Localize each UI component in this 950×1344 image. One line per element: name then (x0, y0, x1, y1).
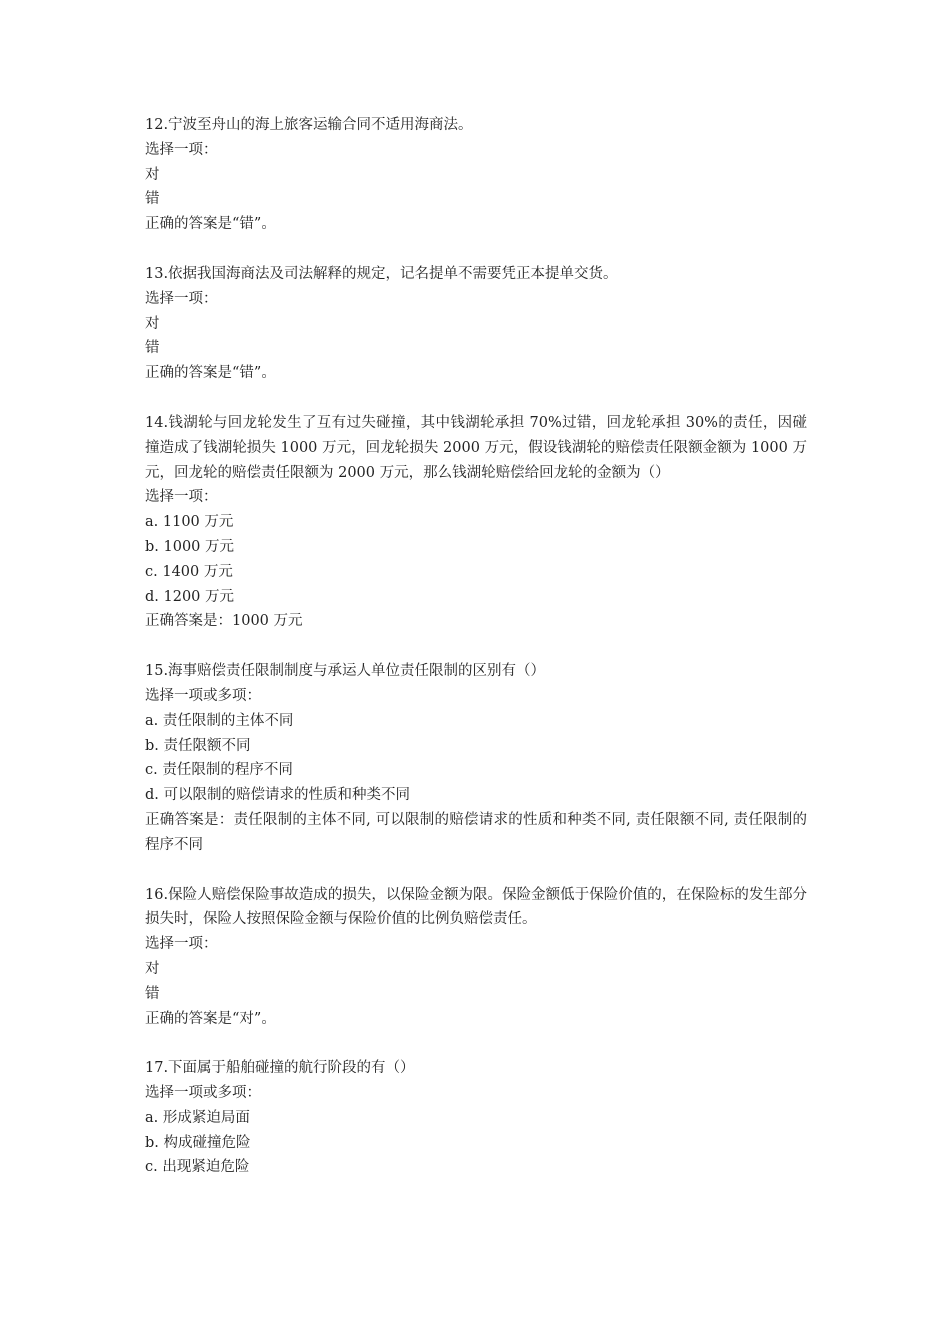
option-item: a. 责任限制的主体不同 (145, 712, 294, 729)
option-item: a. 1100 万元 (145, 514, 234, 531)
question-text: 15.海事赔偿责任限制制度与承运人单位责任限制的区别有（） (145, 663, 546, 680)
question-prompt: 选择一项： (145, 290, 218, 307)
question-12 (145, 113, 807, 237)
option-item: 错 (145, 191, 160, 208)
question-15 (145, 659, 807, 857)
question-text: 12.宁波至舟山的海上旅客运输合同不适用海商法。 (145, 117, 473, 133)
question-13 (145, 262, 807, 386)
question-prompt: 选择一项： (145, 141, 218, 158)
question-prompt: 选择一项或多项： (145, 1085, 261, 1102)
correct-answer: 正确答案是：1000 万元 (145, 613, 303, 630)
option-item: d. 可以限制的赔偿请求的性质和种类不同 (145, 787, 410, 804)
question-14 (145, 411, 807, 634)
option-item: 对 (145, 166, 160, 183)
option-item: b. 责任限额不同 (145, 737, 251, 754)
option-item: b. 构成碰撞危险 (145, 1134, 251, 1151)
option-item: c. 出现紧迫危险 (145, 1159, 250, 1176)
option-item: b. 1000 万元 (145, 538, 235, 555)
question-prompt: 选择一项或多项： (145, 687, 261, 704)
question-16 (145, 883, 807, 1032)
option-item: c. 责任限制的程序不同 (145, 762, 293, 779)
question-text: 13.依据我国海商法及司法解释的规定，记名提单不需要凭正本提单交货。 (145, 265, 618, 282)
question-text: 14.钱湖轮与回龙轮发生了互有过失碰撞，其中钱湖轮承担 70%过错，回龙轮承担 30%的责任，因碰撞造成了钱湖轮损失 1000 万元，回龙轮损失 2000 万元，假设钱湖轮的赔偿责任限额金额为 1000 万元，回龙轮的赔偿责任限额为 2000 万元，那么钱湖轮赔偿给回龙轮的金额为（） (145, 414, 807, 481)
question-prompt: 选择一项： (145, 489, 218, 506)
correct-answer: 正确答案是：责任限制的主体不同, 可以限制的赔偿请求的性质和种类不同, 责任限额不同, 责任限制的程序不同 (145, 811, 807, 853)
correct-answer: 正确的答案是“错”。 (145, 216, 276, 233)
option-item: c. 1400 万元 (145, 563, 233, 580)
option-item: 错 (145, 985, 160, 1002)
correct-answer: 正确的答案是“对”。 (145, 1010, 276, 1027)
option-item: 对 (145, 960, 160, 977)
correct-answer: 正确的答案是“错”。 (145, 365, 276, 382)
option-item: a. 形成紧迫局面 (145, 1109, 250, 1126)
option-item: 错 (145, 340, 160, 357)
question-prompt: 选择一项： (145, 936, 218, 953)
option-item: 对 (145, 315, 160, 332)
question-17 (145, 1056, 807, 1180)
question-text: 17.下面属于船舶碰撞的航行阶段的有（） (145, 1060, 415, 1077)
option-item: d. 1200 万元 (145, 588, 235, 605)
question-text: 16.保险人赔偿保险事故造成的损失，以保险金额为限。保险金额低于保险价值的，在保险标的发生部分损失时，保险人按照保险金额与保险价值的比例负赔偿责任。 (145, 886, 807, 928)
document-page (145, 113, 807, 1205)
